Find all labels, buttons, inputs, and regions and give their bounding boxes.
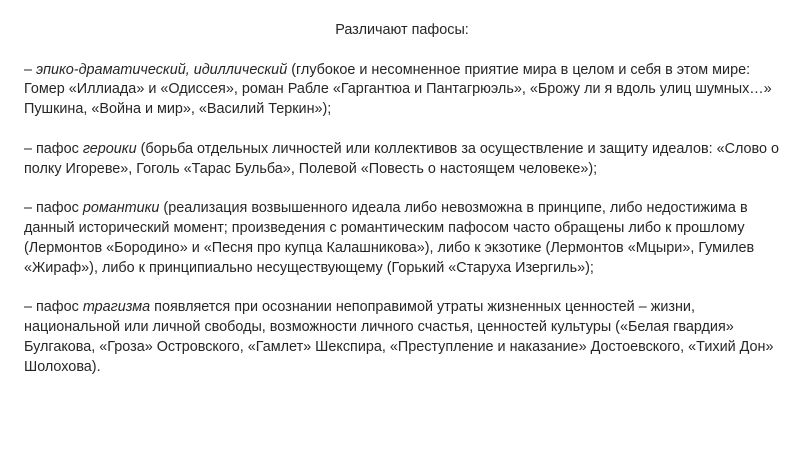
- paragraph-term: героики: [82, 140, 137, 157]
- paragraph-romantic: [24, 199, 780, 278]
- paragraph-text: (глубокое и несомненное приятие мира в целом и себя в этом мире: Гомер «Иллиада» и «Одиссея», роман Рабле «Гаргантюа и Пантагрюэль», «Брожу ли я вдоль улиц шумных…» Пушкина, «Война и мир», «Василий Теркин»);: [24, 61, 772, 118]
- paragraph-term: трагизма: [82, 299, 151, 316]
- paragraph-epic: [24, 61, 780, 120]
- paragraph-heroic: [24, 140, 780, 180]
- paragraph-prefix: – пафос: [24, 299, 83, 316]
- paragraph-term: эпико-драматический, идиллический: [36, 61, 288, 78]
- paragraph-tragic: [24, 298, 780, 377]
- paragraph-prefix: – пафос: [24, 140, 83, 157]
- paragraph-text: (борьба отдельных личностей или коллективов за осуществление и защиту идеалов: «Слово о полку Игореве», Гоголь «Тарас Бульба», Полевой «Повесть о настоящем человеке»);: [24, 140, 780, 177]
- paragraph-prefix: – пафос: [24, 200, 83, 217]
- paragraph-prefix: –: [24, 61, 37, 78]
- paragraph-text: (реализация возвышенного идеала либо невозможна в принципе, либо недостижима в данный исторический момент; произведения с романтическим пафосом часто обращены либо к прошлому (Лермонтов «Бородино» и «Песня про купца Калашникова»), либо к экзотике (Лермонтов «Мцыри», Гумилев «Жираф»), либо к принципиально несуществующему (Горький «Старуха Изергиль»);: [24, 200, 755, 276]
- paragraph-term: романтики: [82, 200, 160, 217]
- paragraph-text: появляется при осознании непоправимой утраты жизненных ценностей – жизни, национальной или личной свободы, возможности личного счастья, ценностей культуры («Белая гвардия» Булгакова, «Гроза» Островского, «Гамлет» Шекспира, «Преступление и наказание» Достоевского, «Тихий Дон» Шолохова).: [24, 299, 774, 375]
- slide-title: Различают пафосы:: [335, 22, 469, 38]
- slide-content: [24, 21, 780, 377]
